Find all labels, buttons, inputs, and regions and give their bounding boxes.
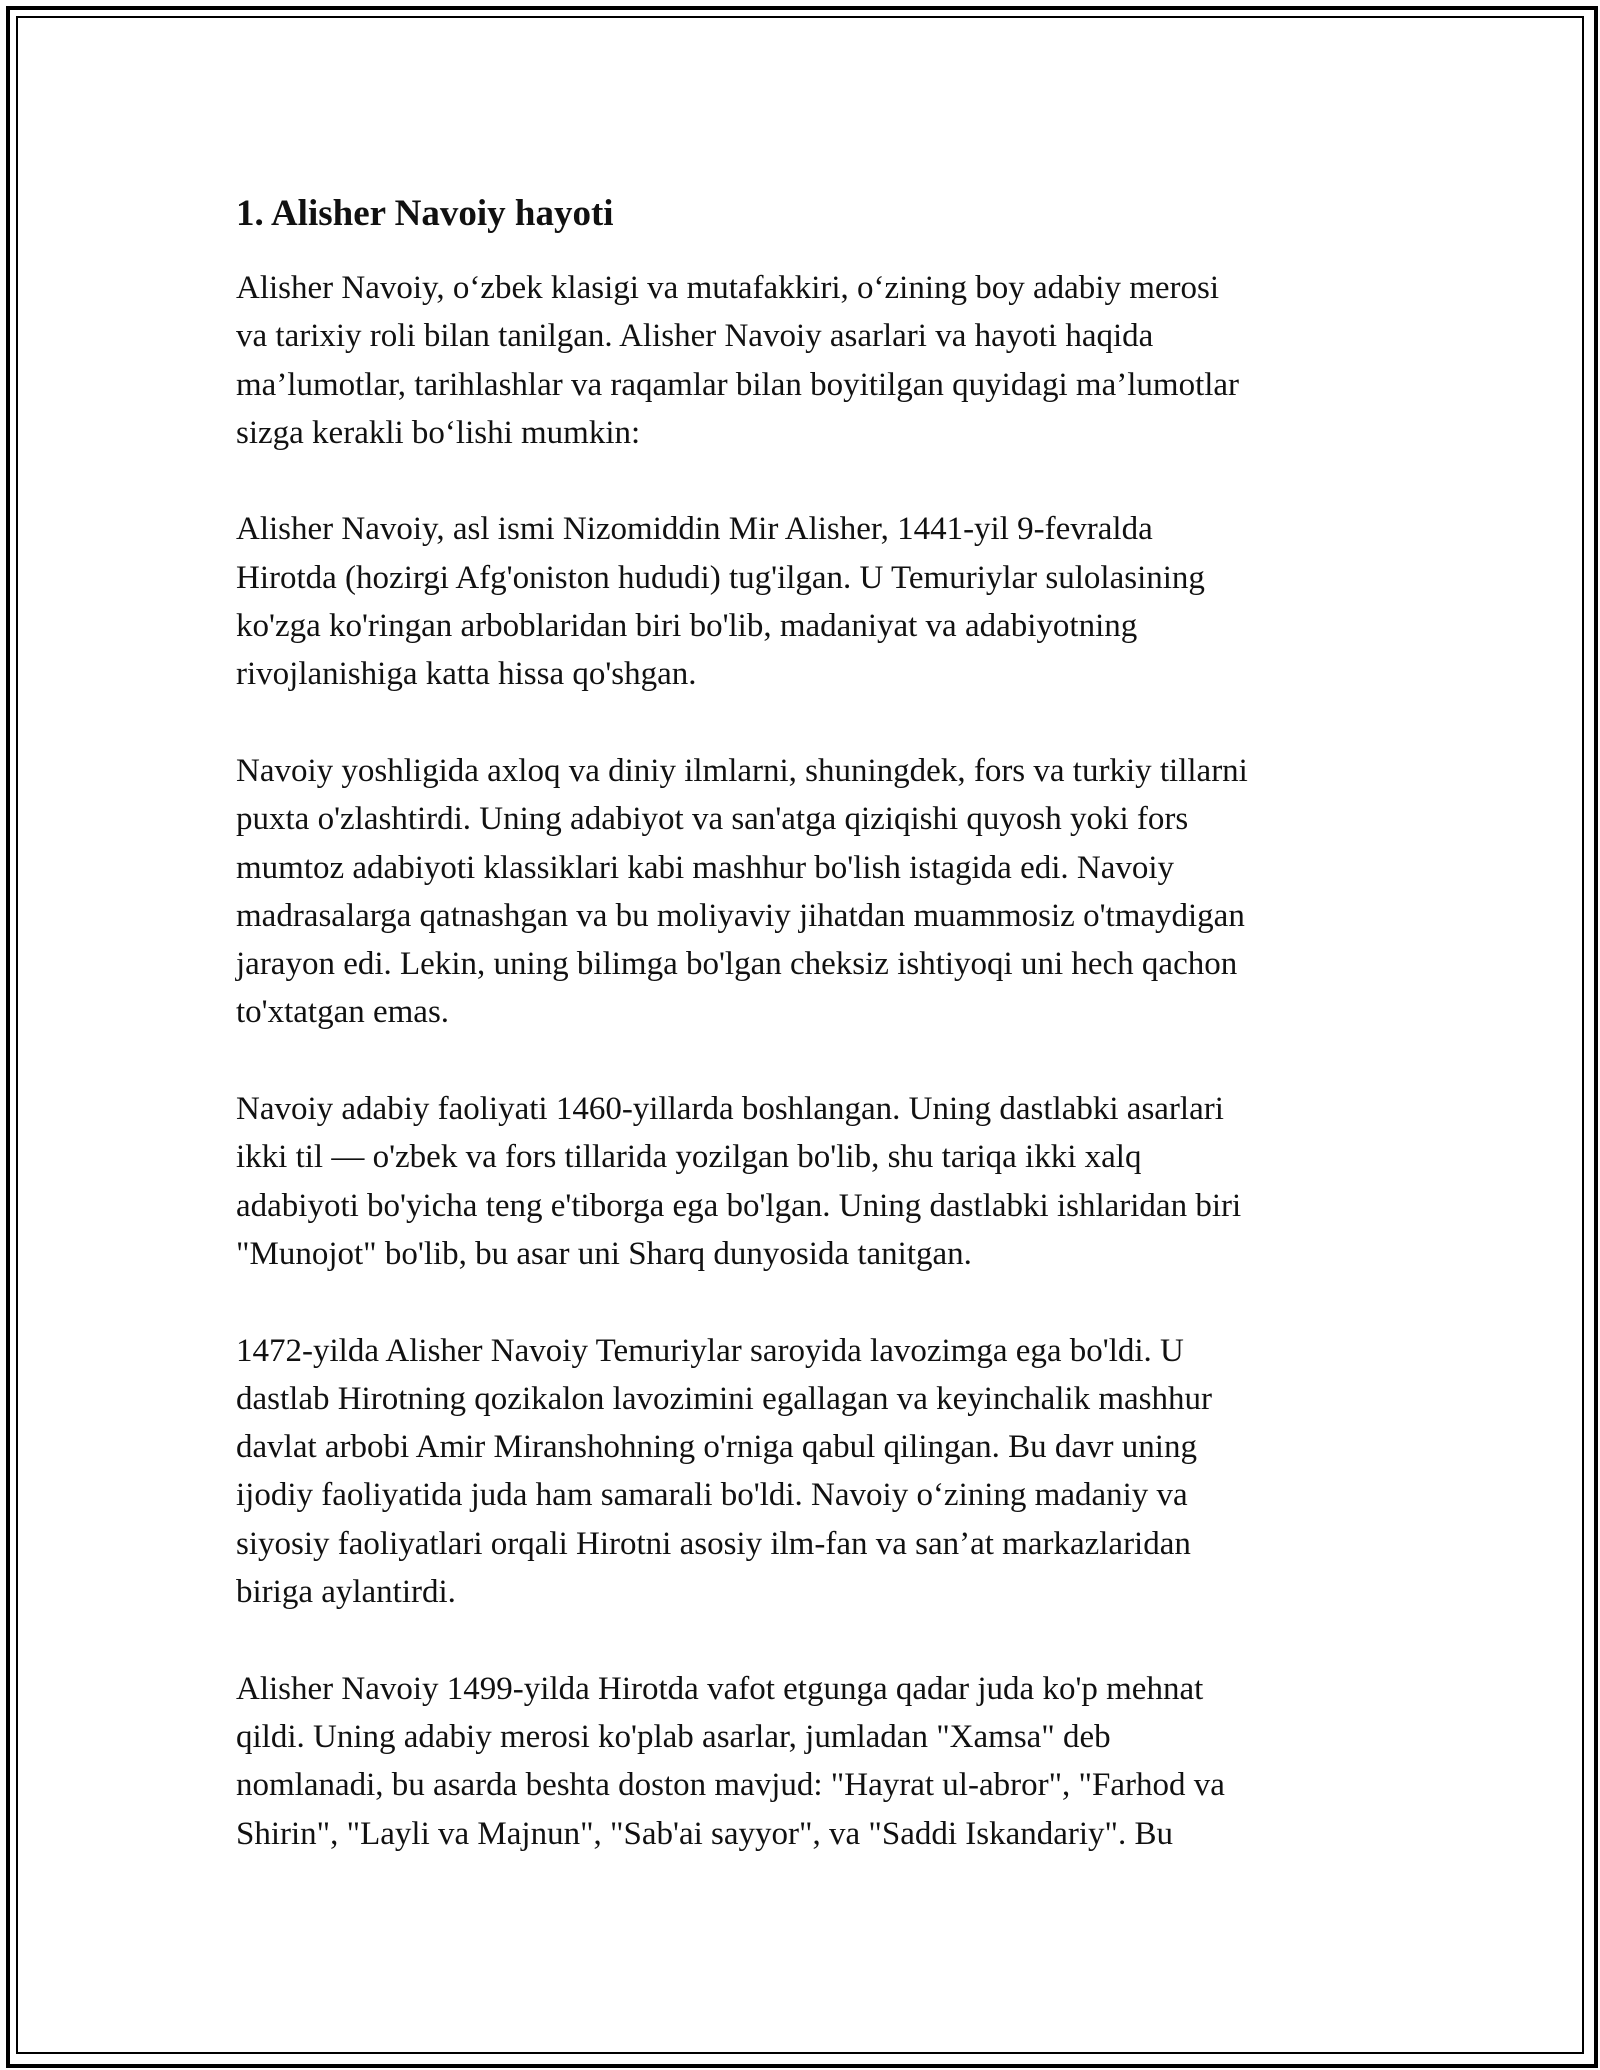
paragraph-line: siyosiy faoliyatlari orqali Hirotni asosiy ilm-fan va san’at markazlaridan bbox=[236, 1525, 1191, 1562]
paragraph-line: madrasalarga qatnashgan va bu moliyaviy jihatdan muammosiz o'tmaydigan bbox=[236, 897, 1245, 934]
paragraph-line: ma’lumotlar, tarihlashlar va raqamlar bilan boyitilgan quyidagi ma’lumotlar bbox=[236, 366, 1240, 403]
paragraph-line: va tarixiy roli bilan tanilgan. Alisher Navoiy asarlari va hayoti haqida bbox=[236, 318, 1154, 355]
paragraph-line: jarayon edi. Lekin, uning bilimga bo'lgan cheksiz ishtiyoqi uni hech qachon bbox=[236, 946, 1238, 983]
paragraph-line: biriga aylantirdi. bbox=[236, 1574, 456, 1611]
paragraphs-container bbox=[236, 264, 1376, 1858]
paragraph-line: Shirin", "Layli va Majnun", "Sab'ai sayyor", va "Saddi Iskandariy". Bu bbox=[236, 1815, 1174, 1852]
paragraph-line: 1472-yilda Alisher Navoiy Temuriylar saroyida lavozimga ega bo'ldi. U bbox=[236, 1332, 1184, 1369]
paragraph-line: davlat arbobi Amir Miranshohning o'rniga qabul qilingan. Bu davr uning bbox=[236, 1429, 1197, 1466]
paragraph-line: dastlab Hirotning qozikalon lavozimini egallagan va keyinchalik mashhur bbox=[236, 1380, 1212, 1417]
paragraph-line: Navoiy adabiy faoliyati 1460-yillarda boshlangan. Uning dastlabki asarlari bbox=[236, 1091, 1224, 1128]
paragraph-line: ko'zga ko'ringan arboblaridan biri bo'lib, madaniyat va adabiyotning bbox=[236, 608, 1138, 645]
paragraph-line: adabiyoti bo'yicha teng e'tiborga ega bo'lgan. Uning dastlabki ishlaridan biri bbox=[236, 1187, 1242, 1224]
paragraph-line: nomlanadi, bu asarda beshta doston mavjud: "Hayrat ul-abror", "Farhod va bbox=[236, 1767, 1225, 1804]
paragraph-line: rivojlanishiga katta hissa qo'shgan. bbox=[236, 656, 697, 693]
paragraph-line: puxta o'zlashtirdi. Uning adabiyot va san'atga qiziqishi quyosh yoki fors bbox=[236, 801, 1189, 838]
paragraph-1 bbox=[236, 264, 1376, 457]
paragraph-3 bbox=[236, 747, 1376, 1037]
paragraph-line: Alisher Navoiy, o‘zbek klasigi va mutafakkiri, o‘zining boy adabiy merosi bbox=[236, 270, 1220, 306]
paragraph-line: "Munojot" bo'lib, bu asar uni Sharq dunyosida tanitgan. bbox=[236, 1235, 972, 1272]
paragraph-5 bbox=[236, 1327, 1376, 1617]
document-title: 1. Alisher Navoiy hayoti bbox=[236, 193, 614, 234]
paragraph-line: ijodiy faoliyatida juda ham samarali bo'ldi. Navoiy o‘zining madaniy va bbox=[236, 1477, 1188, 1514]
paragraph-line: Hirotda (hozirgi Afg'oniston hududi) tug'ilgan. U Temuriylar sulolasining bbox=[236, 559, 1205, 596]
paragraph-line: ikki til — o'zbek va fors tillarida yozilgan bo'lib, shu tariqa ikki xalq bbox=[236, 1139, 1142, 1176]
document-body bbox=[236, 186, 1376, 1906]
paragraph-line: mumtoz adabiyoti klassiklari kabi mashhur bo'lish istagida edi. Navoiy bbox=[236, 849, 1175, 886]
paragraph-2 bbox=[236, 505, 1376, 698]
paragraph-4 bbox=[236, 1085, 1376, 1278]
paragraph-line: Alisher Navoiy 1499-yilda Hirotda vafot etgunga qadar juda ko'p mehnat bbox=[236, 1670, 1204, 1707]
paragraph-line: Alisher Navoiy, asl ismi Nizomiddin Mir Alisher, 1441-yil 9-fevralda bbox=[236, 511, 1153, 548]
paragraph-line: to'xtatgan emas. bbox=[236, 994, 450, 1031]
paragraph-line: Navoiy yoshligida axloq va diniy ilmlarni, shuningdek, fors va turkiy tillarni bbox=[236, 752, 1248, 789]
paragraph-line: sizga kerakli bo‘lishi mumkin: bbox=[236, 414, 641, 451]
paragraph-line: qildi. Uning adabiy merosi ko'plab asarlar, jumladan "Xamsa" deb bbox=[236, 1718, 1111, 1755]
paragraph-6 bbox=[236, 1665, 1376, 1858]
